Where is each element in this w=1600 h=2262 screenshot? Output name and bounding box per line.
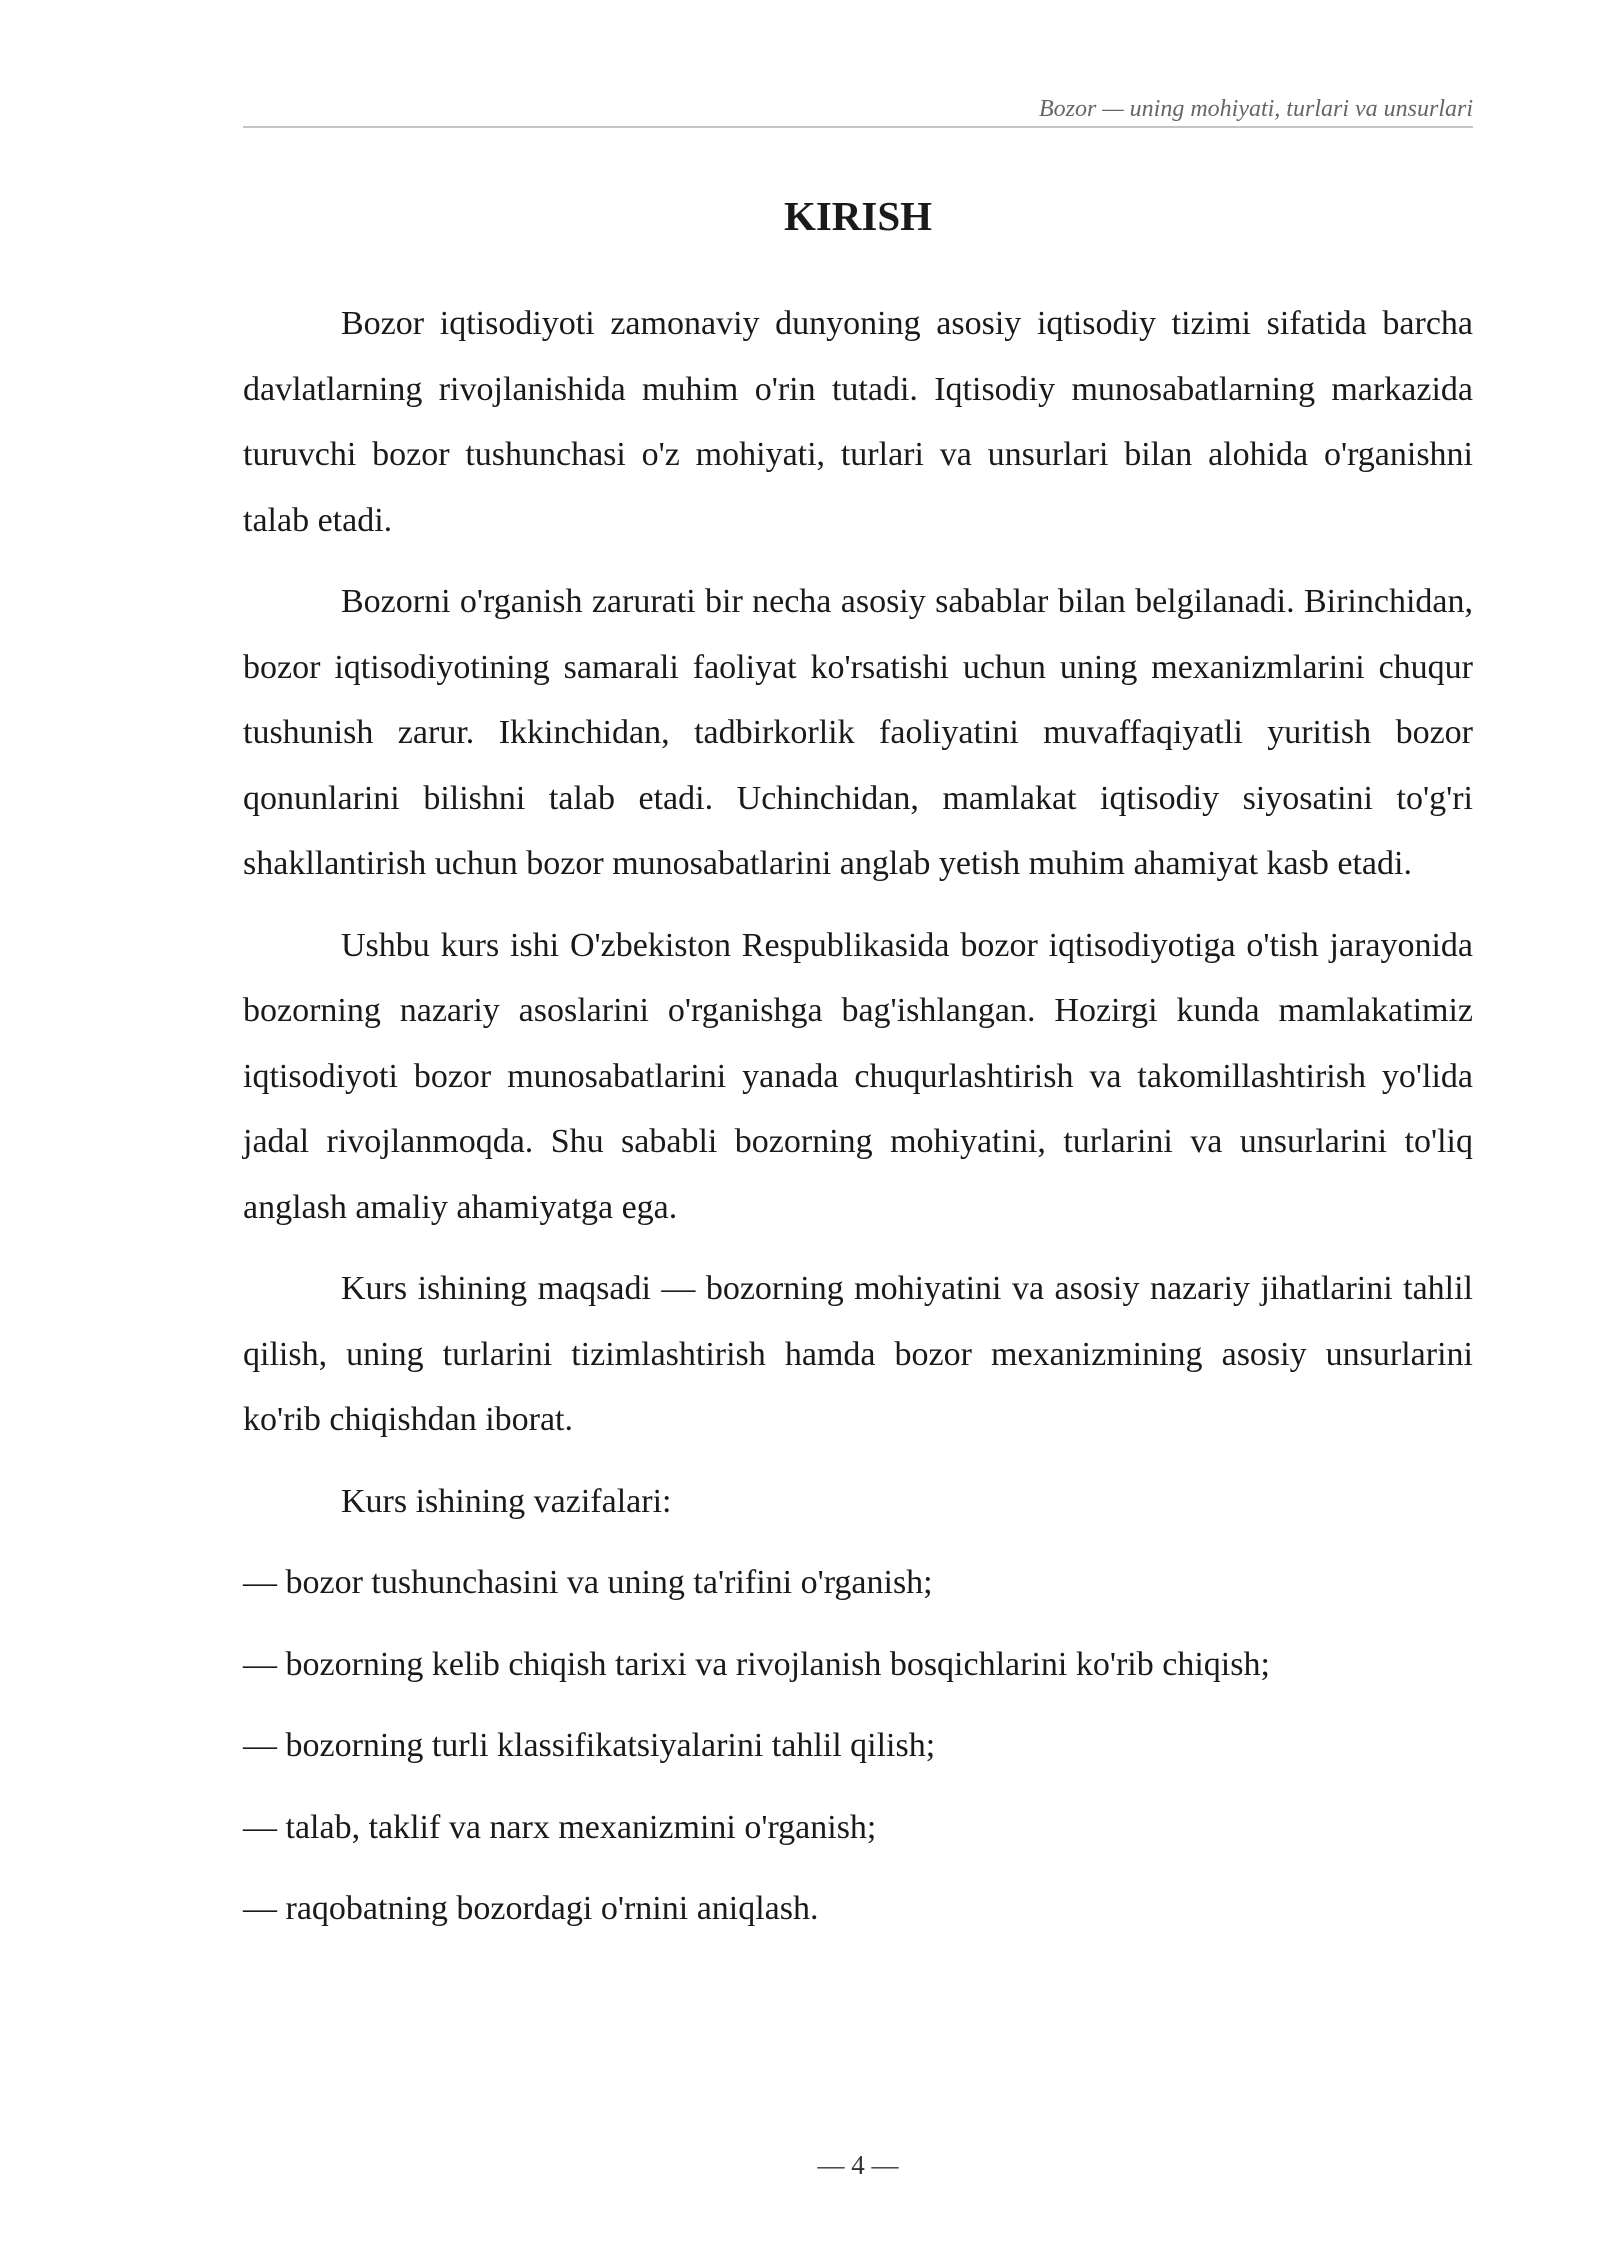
paragraph-1: Bozor iqtisodiyoti zamonaviy dunyoning asosiy iqtisodiy tizimi sifatida barcha davlatlarning rivojlanishida muhim o'rin tutadi. Iqtisodiy munosabatlarning markazida turuvchi bozor tushunchasi o'z mohiyati, turlari va unsurlari bilan alohida o'rganishni talab etadi.: [243, 305, 1473, 539]
section-title: KIRISH: [783, 193, 933, 239]
task-list: [243, 1550, 1473, 1942]
tasks-intro: Kurs ishining vazifalari:: [341, 1482, 672, 1520]
list-item: — talab, taklif va narx mexanizmini o'rganish;: [243, 1808, 877, 1846]
running-header: Bozor — uning mohiyati, turlari va unsurlari: [1038, 96, 1473, 122]
list-item: — bozorning kelib chiqish tarixi va rivojlanish bosqichlarini ko'rib chiqish;: [243, 1645, 1270, 1683]
list-item: — raqobatning bozordagi o'rnini aniqlash.: [243, 1890, 819, 1927]
list-item: — bozorning turli klassifikatsiyalarini tahlil qilish;: [243, 1727, 936, 1764]
page-number: — 4 —: [817, 2150, 899, 2180]
paragraph-4: Kurs ishining maqsadi — bozorning mohiyatini va asosiy nazariy jihatlarini tahlil qilish, uning turlarini tizimlashtirish hamda bozor mexanizmining asosiy unsurlarini ko'rib chiqishdan iborat.: [243, 1270, 1473, 1438]
body-text: [243, 291, 1473, 1958]
paragraph-2: Bozorni o'rganish zarurati bir necha asosiy sabablar bilan belgilanadi. Birinchidan, bozor iqtisodiyotining samarali faoliyat ko'rsatishi uchun uning mexanizmlarini chuqur tushunish zarur. Ikkinchidan, tadbirkorlik faoliyatini muvaffaqiyatli yuritish bozor qonunlarini bilishni talab etadi. Uchinchidan, mamlakat iqtisodiy siyosatini to'g'ri shakllantirish uchun bozor munosabatlarini anglab yetish muhim ahamiyat kasb etadi.: [243, 583, 1473, 882]
header-divider: [243, 126, 1473, 128]
paragraph-3: Ushbu kurs ishi O'zbekiston Respublikasida bozor iqtisodiyotiga o'tish jarayonida bozorning nazariy asoslarini o'rganishga bag'ishlangan. Hozirgi kunda mamlakatimiz iqtisodiyoti bozor munosabatlarini yanada chuqurlashtirish va takomillashtirish yo'lida jadal rivojlanmoqda. Shu sababli bozorning mohiyatini, turlarini va unsurlarini to'liq anglash amaliy ahamiyatga ega.: [243, 926, 1473, 1226]
list-item: — bozor tushunchasini va uning ta'rifini o'rganish;: [243, 1564, 933, 1601]
